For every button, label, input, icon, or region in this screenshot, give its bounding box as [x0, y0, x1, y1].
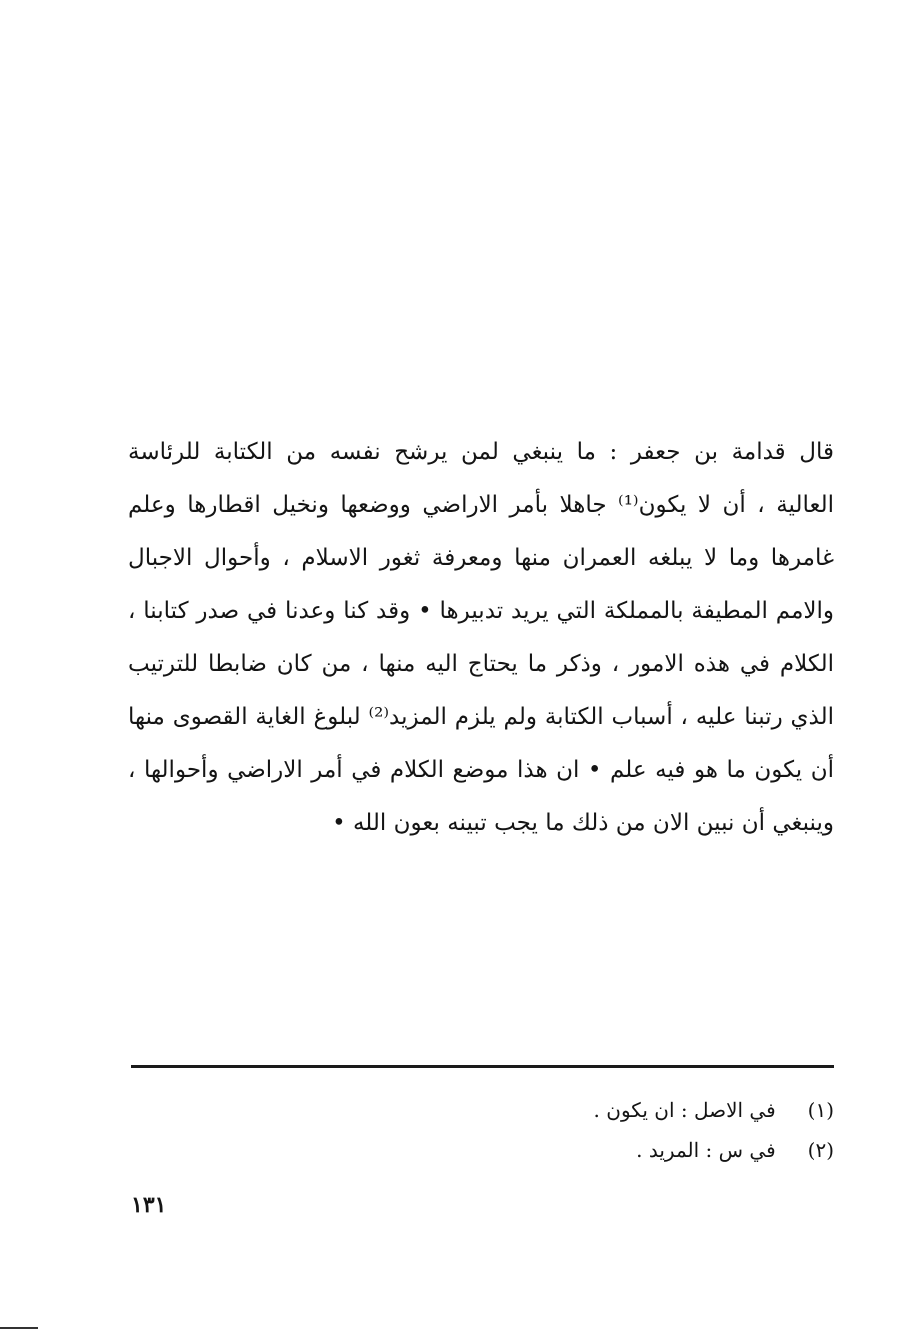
- paragraph-line: وينبغي أن نبين الان من ذلك ما يجب تبينه بعون الله •: [332, 810, 834, 836]
- paragraph-line: الذي رتبنا عليه ، أسباب الكتابة ولم يلزم المزيد⁽²⁾ لبلوغ الغاية القصوى منها: [128, 704, 834, 730]
- footnote-text: في الاصل : ان يكون .: [593, 1098, 776, 1122]
- footnote-divider: [131, 1065, 834, 1068]
- footnote-item: [131, 1090, 834, 1130]
- main-paragraph: [128, 426, 834, 850]
- paragraph-line: والامم المطيفة بالمملكة التي يريد تدبيرها • وقد كنا وعدنا في صدر كتابنا ،: [128, 598, 835, 624]
- paragraph-line: الكلام في هذه الامور ، وذكر ما يحتاج اليه منها ، من كان ضابطا للترتيب: [128, 651, 834, 677]
- footnote-item: [131, 1130, 834, 1170]
- footnote-number: (٢): [807, 1138, 834, 1162]
- page-number: ١٣١: [131, 1192, 167, 1218]
- footnotes: [131, 1090, 834, 1170]
- paragraph-line: العالية ، أن لا يكون⁽¹⁾ جاهلا بأمر الاراضي ووضعها ونخيل اقطارها وعلم: [128, 492, 834, 518]
- scan-edge-mark: [0, 1327, 38, 1329]
- footnote-number: (١): [807, 1098, 834, 1122]
- footnote-text: في س : المريد .: [636, 1138, 776, 1162]
- paragraph-line: غامرها وما لا يبلغه العمران منها ومعرفة ثغور الاسلام ، وأحوال الاجبال: [128, 545, 834, 571]
- paragraph-line: أن يكون ما هو فيه علم • ان هذا موضع الكلام في أمر الاراضي وأحوالها ،: [128, 757, 834, 783]
- paragraph-line: قال قدامة بن جعفر : ما ينبغي لمن يرشح نفسه من الكتابة للرئاسة: [128, 439, 834, 465]
